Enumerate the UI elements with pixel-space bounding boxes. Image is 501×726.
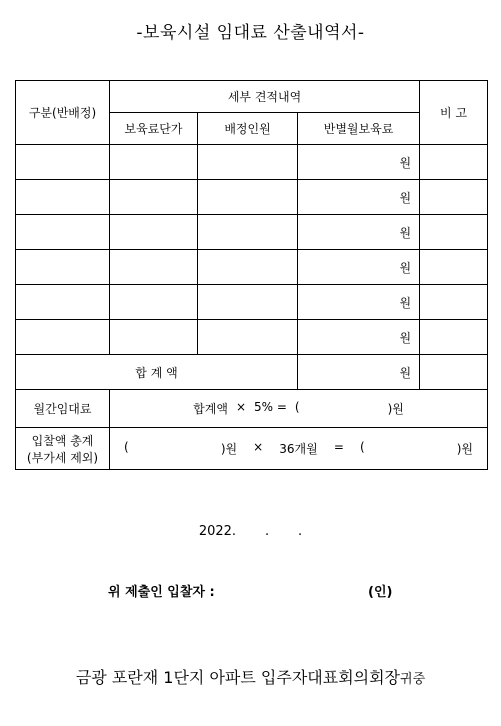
table-row	[16, 180, 488, 215]
note-cell[interactable]	[420, 320, 488, 355]
addressee-suffix: 귀중	[400, 672, 426, 687]
category-cell[interactable]	[16, 215, 110, 250]
monthly-rent-label: 월간임대료	[16, 390, 110, 428]
total-label: 합 계 액	[16, 355, 298, 390]
assigned-cell[interactable]	[198, 285, 298, 320]
header-detail: 세부 견적내역	[110, 81, 420, 113]
bid-total-formula[interactable]	[110, 428, 488, 470]
assigned-cell[interactable]	[198, 180, 298, 215]
header-category: 구분(반배정)	[16, 81, 110, 145]
unit-price-cell[interactable]	[110, 285, 198, 320]
formula-open-paren: (	[294, 400, 300, 414]
date-line: 2022. . .	[198, 524, 303, 539]
formula-won: )원	[387, 402, 404, 416]
total-note-cell[interactable]	[420, 355, 488, 390]
table-row	[16, 145, 488, 180]
unit-price-cell[interactable]	[110, 250, 198, 285]
bid-open-paren: (	[124, 440, 129, 454]
header-note: 비 고	[420, 81, 488, 145]
monthly-fee-cell[interactable]: 원	[298, 215, 420, 250]
bid-total-row	[16, 428, 488, 470]
category-cell[interactable]	[16, 180, 110, 215]
note-cell[interactable]	[420, 145, 488, 180]
category-cell[interactable]	[16, 320, 110, 355]
monthly-fee-cell[interactable]: 원	[298, 320, 420, 355]
formula-total: 합계액	[193, 402, 228, 416]
monthly-rent-formula[interactable]	[110, 390, 488, 428]
calculation-table	[15, 80, 488, 470]
total-row	[16, 355, 488, 390]
subheader-monthly-fee: 반별월보육료	[298, 113, 420, 145]
addressee	[0, 665, 501, 688]
table-row	[16, 320, 488, 355]
monthly-fee-cell[interactable]: 원	[298, 250, 420, 285]
unit-price-cell[interactable]	[110, 215, 198, 250]
formula-blank[interactable]	[308, 400, 380, 417]
bid-blank-1[interactable]	[145, 440, 205, 457]
total-amount-cell[interactable]: 원	[298, 355, 420, 390]
assigned-cell[interactable]	[198, 250, 298, 285]
table-row	[16, 285, 488, 320]
subheader-unit-price: 보육료단가	[110, 113, 198, 145]
category-cell[interactable]	[16, 145, 110, 180]
assigned-cell[interactable]	[198, 215, 298, 250]
unit-price-cell[interactable]	[110, 180, 198, 215]
bid-total-label	[16, 428, 110, 470]
subheader-assigned: 배정인원	[198, 113, 298, 145]
note-cell[interactable]	[420, 250, 488, 285]
note-cell[interactable]	[420, 215, 488, 250]
bid-won-2: )원	[456, 442, 474, 456]
seal-mark: (인)	[368, 585, 393, 600]
bid-won-1: )원	[220, 442, 238, 456]
monthly-fee-cell[interactable]: 원	[298, 180, 420, 215]
monthly-fee-cell[interactable]: 원	[298, 285, 420, 320]
bid-blank-2[interactable]	[381, 440, 441, 457]
bidder-label: 위 제출인 입찰자 :	[108, 585, 215, 600]
assigned-cell[interactable]	[198, 145, 298, 180]
table-row	[16, 215, 488, 250]
unit-price-cell[interactable]	[110, 145, 198, 180]
bidder-line	[108, 581, 408, 600]
monthly-fee-cell[interactable]: 원	[298, 145, 420, 180]
unit-price-cell[interactable]	[110, 320, 198, 355]
document-title: -보육시설 임대료 산출내역서-	[136, 23, 365, 43]
bid-open-paren-2: (	[359, 440, 365, 454]
note-cell[interactable]	[420, 285, 488, 320]
addressee-main: 금광 포란재 1단지 아파트 입주자대표회의회장	[75, 668, 401, 687]
category-cell[interactable]	[16, 285, 110, 320]
category-cell[interactable]	[16, 250, 110, 285]
assigned-cell[interactable]	[198, 320, 298, 355]
bid-months: 36개월	[279, 442, 318, 456]
bid-total-label-line2: (부가세 제외)	[26, 450, 99, 465]
formula-times: ×	[235, 400, 246, 414]
note-cell[interactable]	[420, 180, 488, 215]
formula-rate: 5% =	[254, 400, 287, 414]
monthly-rent-row	[16, 390, 488, 428]
bid-times: ×	[253, 440, 264, 454]
bid-total-label-line1: 입찰액 총계	[31, 433, 94, 448]
table-row	[16, 250, 488, 285]
bid-equals: =	[333, 440, 344, 454]
